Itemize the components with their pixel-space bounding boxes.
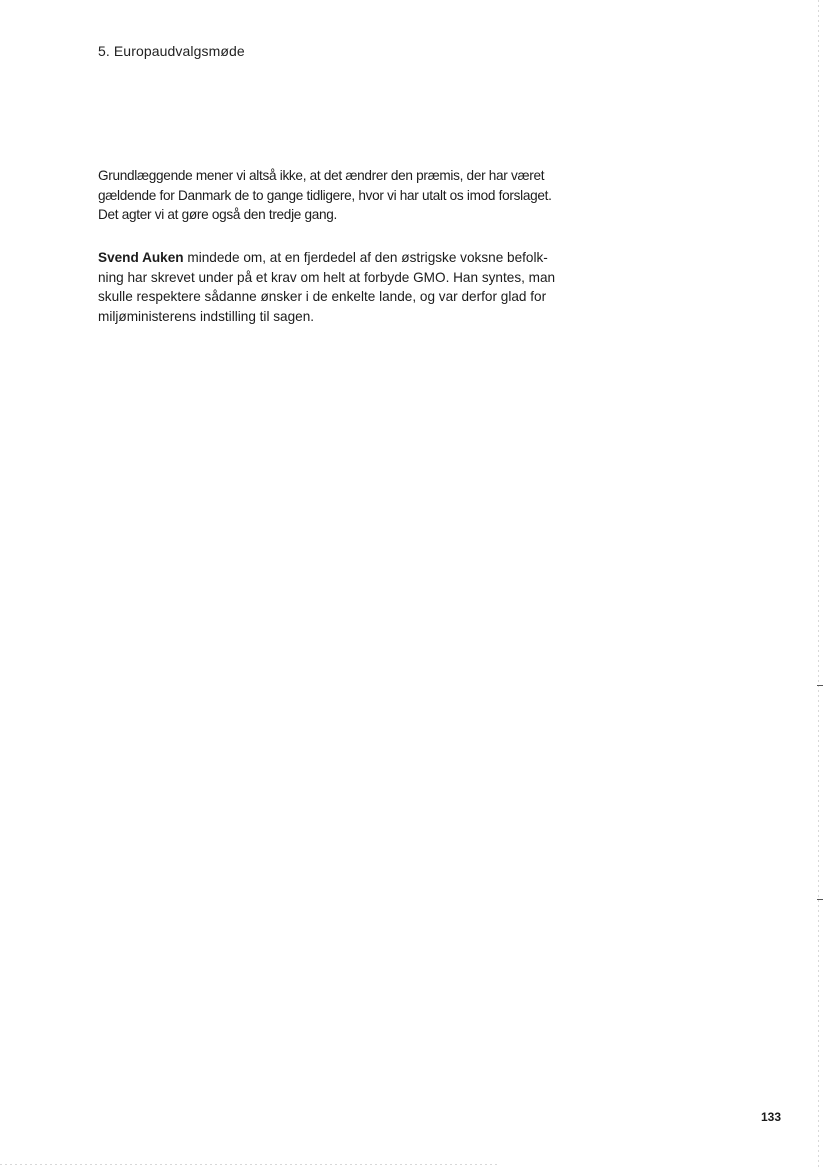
scan-tick-mark bbox=[817, 899, 823, 900]
paragraph-speaker-remark bbox=[98, 248, 578, 326]
scan-edge-artifact bbox=[0, 1164, 500, 1165]
paragraph-line: Det agter vi at gøre også den tredje gang. bbox=[98, 207, 338, 222]
paragraph-statement bbox=[98, 166, 578, 225]
paragraph-line: skulle respektere sådanne ønsker i de enkelte lande, og var derfor glad for bbox=[98, 289, 547, 304]
speaker-name: Svend Auken bbox=[98, 250, 184, 265]
page-number: 133 bbox=[761, 1110, 782, 1124]
paragraph-line: ning har skrevet under på et krav om helt at forbyde GMO. Han syntes, man bbox=[98, 269, 556, 285]
paragraph-line bbox=[98, 248, 578, 268]
scan-edge-artifact bbox=[818, 0, 819, 1167]
section-header: 5. Europaudvalgsmøde bbox=[98, 43, 245, 59]
scan-tick-mark bbox=[817, 685, 823, 686]
paragraph-line: miljøministerens indstilling til sagen. bbox=[98, 308, 315, 324]
paragraph-line: gældende for Danmark de to gange tidligere, hvor vi har utalt os imod forslaget. bbox=[98, 187, 552, 203]
paragraph-line: Grundlæggende mener vi altså ikke, at det ændrer den præmis, der har været bbox=[98, 168, 545, 183]
remark-text: mindede om, at en fjerdedel af den østrigske voksne befolk- bbox=[183, 250, 548, 265]
